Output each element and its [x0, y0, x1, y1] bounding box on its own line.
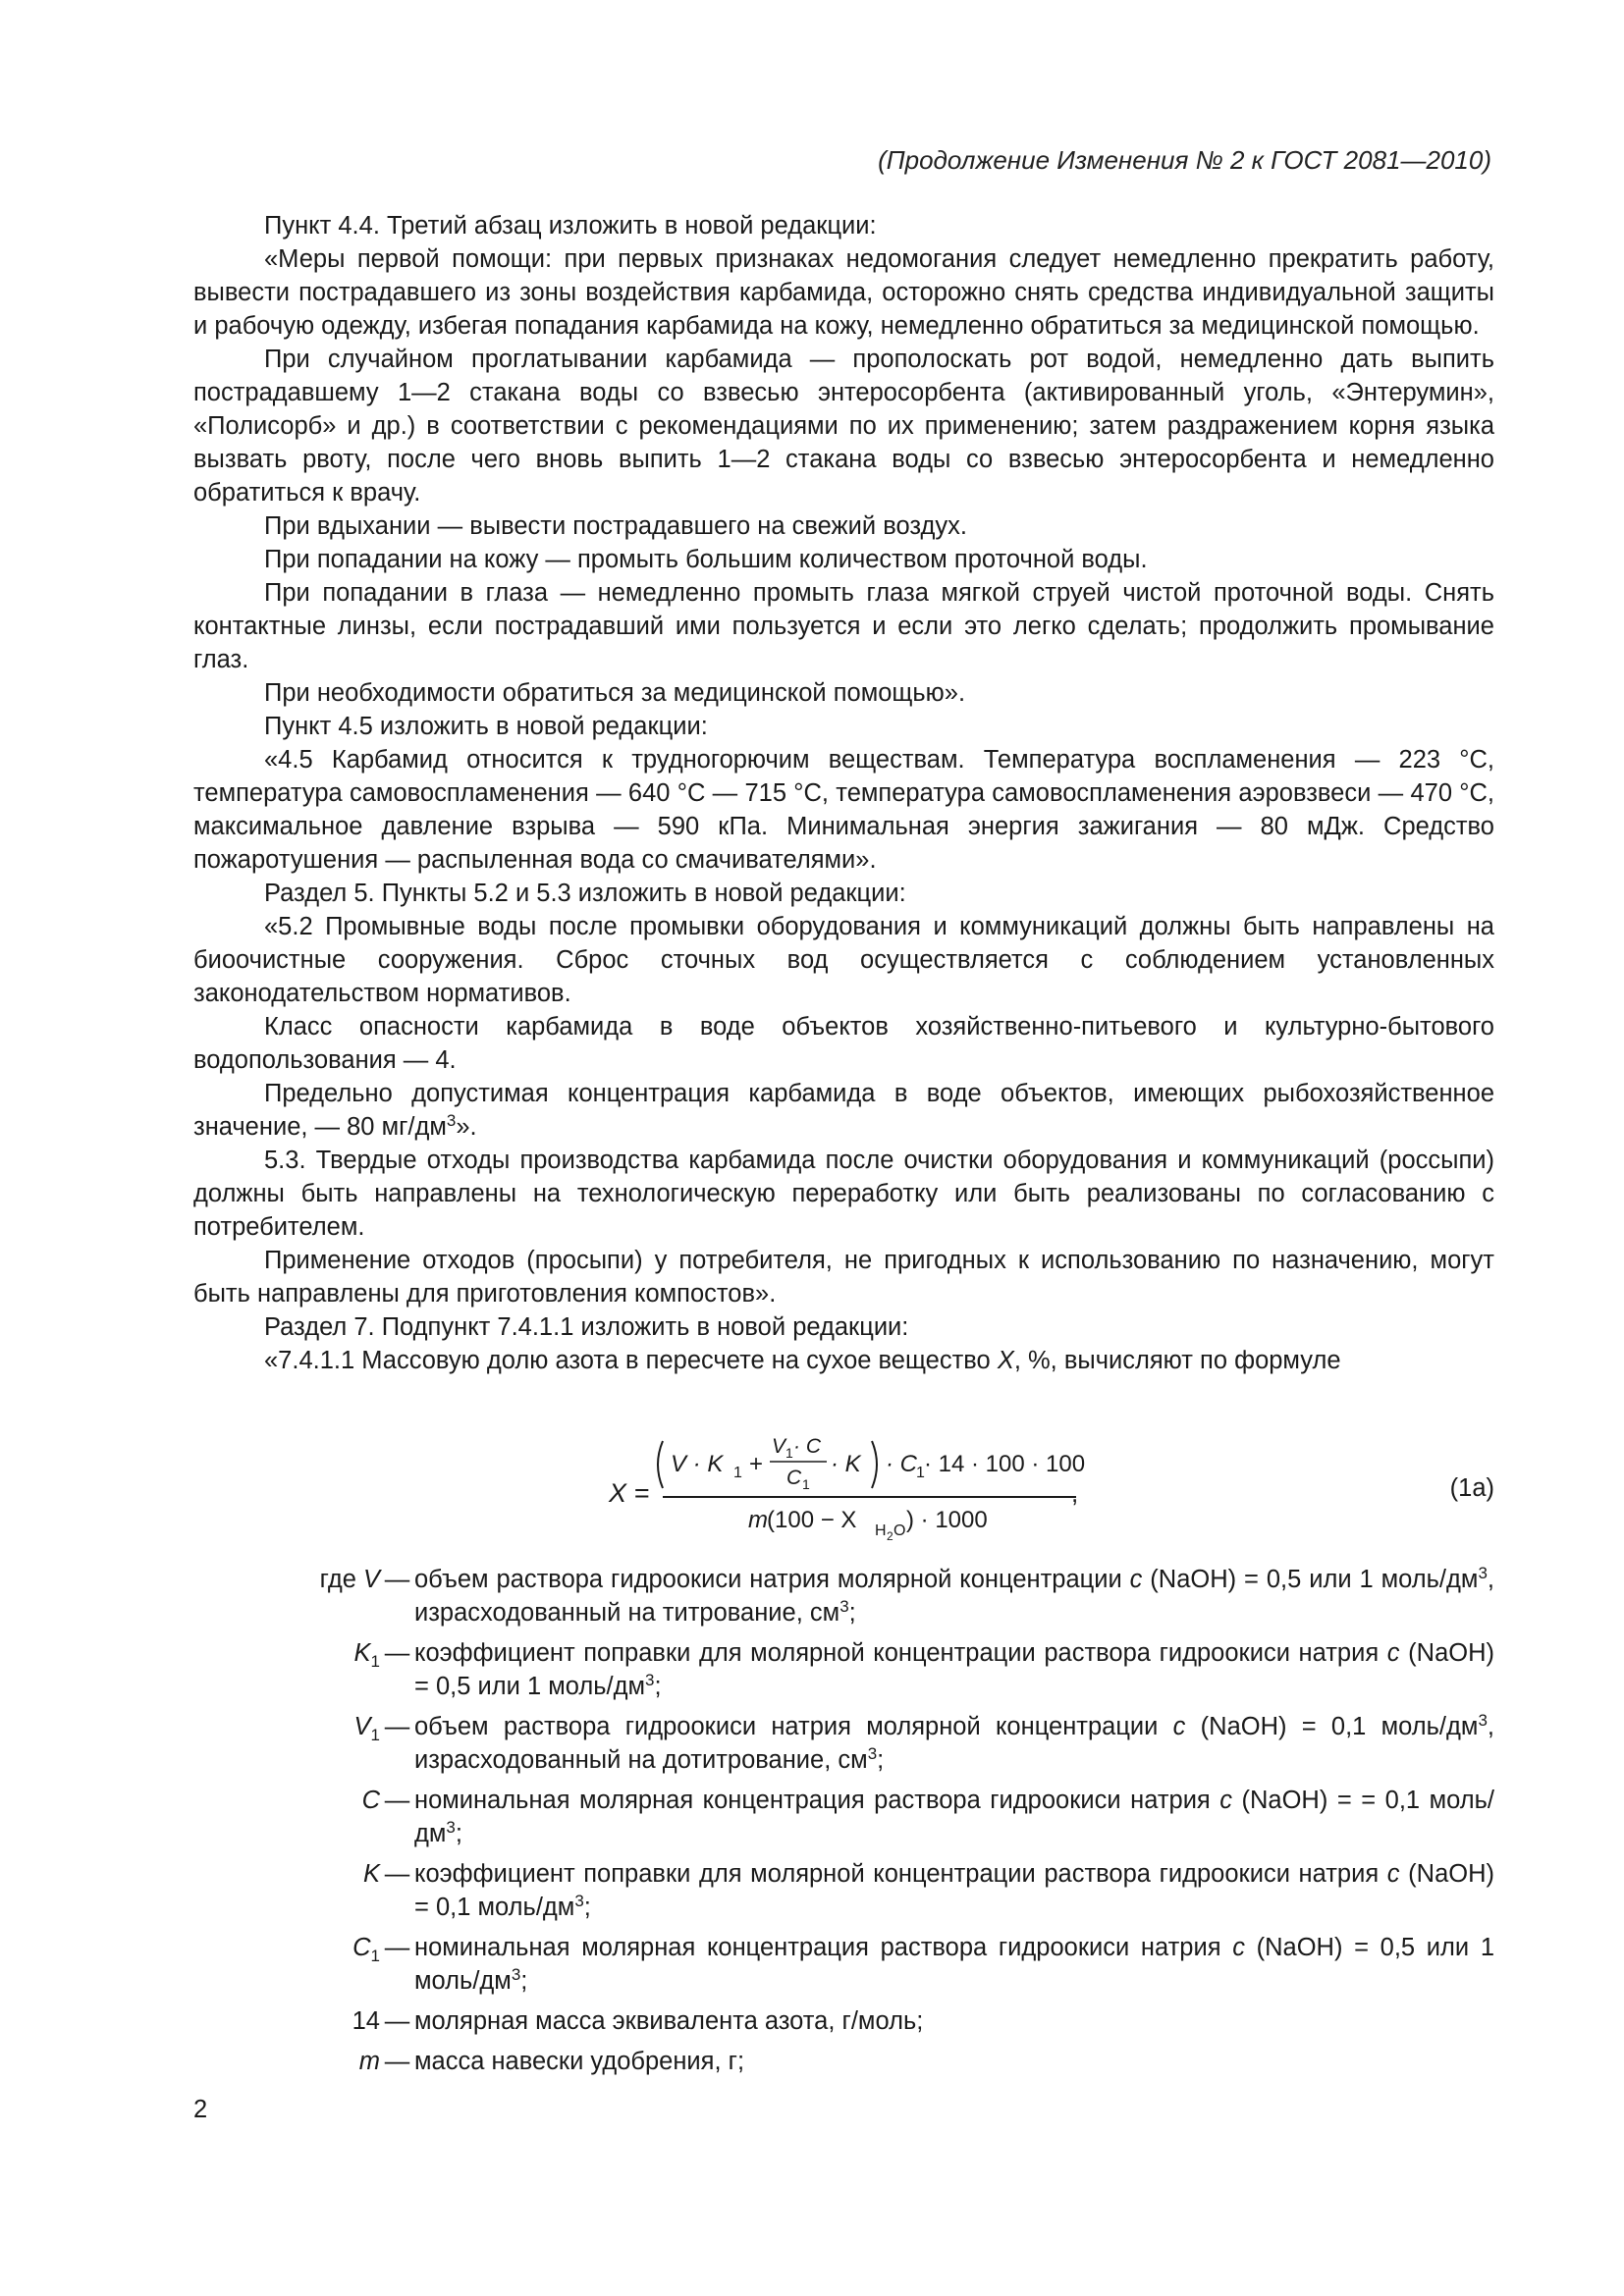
definition-row: [193, 2004, 1494, 2038]
def-symbol: V: [362, 1566, 380, 1593]
def-text: номинальная молярная концентрация раствора гидроокиси натрия c (NaOH) = 0,5 или 1 моль/$дм^3$;: [414, 1934, 1494, 1995]
frac-num: V: [772, 1435, 786, 1458]
den-open: (100 − X: [767, 1507, 857, 1533]
definition-row: [193, 1784, 1494, 1850]
pdk-tail: ».: [456, 1113, 477, 1141]
paragraph: Пункт 4.5 изложить в новой редакции:: [264, 713, 708, 740]
def-dash: —: [384, 1713, 410, 1740]
pdk-sup: 3: [446, 1111, 457, 1130]
paragraph: Класс опасности карбамида в воде объектов хозяйственно-питьевого и культурно-бытового водопользования — 4.: [193, 1013, 1494, 1074]
paragraph: При попадании в глаза — немедленно промыть глаза мягкой струей чистой проточной воды. Снять контактные линзы, если пострадавший ими пользуется и если это легко сделать; продолжить промывание глаз.: [193, 579, 1494, 673]
frac-den: C: [786, 1467, 802, 1489]
def-dash: —: [384, 1860, 410, 1888]
def-text: объем раствора гидроокиси натрия молярной концентрации c (NaOH) = 0,1 моль/$дм^3$, израсходованный на дотитрование, $см^3$;: [414, 1711, 1494, 1774]
paragraph: «4.5 Карбамид относится к трудногорючим веществам. Температура воспламенения — 223 °C, температура самовоспламенения — 640 °C — 715 °C, температура самовоспламенения аэровзвеси — 470 °C, максимальное давление взрыва — 590 кПа. Минимальная энергия зажигания — 80 мДж. Средство пожаротушения — распыленная вода со смачивателями».: [193, 746, 1494, 874]
formula-intro-before: «7.4.1.1 Массовую долю азота в пересчете на сухое вещество: [264, 1347, 998, 1374]
def-dash: —: [384, 1639, 410, 1667]
def-symbol: C: [352, 1934, 371, 1961]
def-symbol: K: [362, 1860, 380, 1888]
den-sub-o: O: [893, 1522, 906, 1539]
formula-intro-var: X: [997, 1347, 1014, 1374]
def-text: коэффициент поправки для молярной концентрации раствора гидроокиси натрия c (NaOH) = 0,5 или 1 моль/$дм^3$;: [414, 1639, 1494, 1700]
paragraph: «Меры первой помощи: при первых признаках недомогания следует немедленно прекратить работу, вывести пострадавшего из зоны воздействия карбамида, осторожно снять средства индивидуальной защиты и рабочую одежду, избегая попадания карбамида на кожу, немедленно обратиться за медицинской помощью.: [193, 245, 1494, 340]
den-close: ) · 1000: [906, 1507, 988, 1533]
def-symbol-sub: 1: [370, 1652, 380, 1671]
paragraph: Раздел 5. Пункты 5.2 и 5.3 изложить в новой редакции:: [264, 880, 906, 907]
def-text: номинальная молярная концентрация раствора гидроокиси натрия c (NaOH) = = 0,1 моль/$дм^3$;: [414, 1787, 1494, 1847]
num-v-k: V · K: [671, 1451, 724, 1477]
def-dash: —: [384, 2007, 410, 2035]
def-symbol-sub: 1: [370, 1947, 380, 1965]
paragraph: Раздел 7. Подпункт 7.4.1.1 изложить в новой редакции:: [264, 1313, 909, 1341]
def-dash: —: [384, 1566, 410, 1593]
def-text: молярная масса эквивалента азота, г/моль;: [414, 2007, 924, 2035]
tail-c: · C: [886, 1451, 917, 1477]
paragraph: Применение отходов (просыпи) у потребителя, не пригодных к использованию по назначению, могут быть направлены для приготовления компостов».: [193, 1247, 1494, 1308]
frac-den-sub: 1: [802, 1476, 810, 1492]
running-header: (Продолжение Изменения № 2 к ГОСТ 2081—2010): [878, 145, 1491, 175]
tail-sub: 1: [916, 1465, 925, 1481]
def-dash: —: [384, 2048, 410, 2075]
definition-row: [193, 1857, 1494, 1924]
def-dash: —: [384, 1934, 410, 1961]
def-symbol: V: [353, 1713, 371, 1740]
paragraph: При попадании на кожу — промыть большим количеством проточной воды.: [264, 546, 1148, 573]
definition-row: [193, 1931, 1494, 1998]
def-symbol: m: [358, 2048, 380, 2075]
formula-svg: [609, 1423, 1198, 1541]
times-k: · K: [831, 1451, 861, 1477]
formula-lhs: X =: [609, 1478, 650, 1508]
paren-close: [872, 1441, 877, 1488]
variable-definitions: [193, 1563, 1494, 2078]
den-sub-h: H: [875, 1522, 887, 1539]
frac-num-sub: 1: [785, 1445, 793, 1461]
page-number: 2: [193, 2096, 208, 2123]
body-text: [193, 209, 1494, 1377]
definition-row: [193, 1710, 1494, 1777]
num-k1-sub: 1: [733, 1465, 742, 1481]
definition-row: [193, 2045, 1494, 2078]
def-symbol-sub: 1: [370, 1726, 380, 1744]
frac-num-rest: · C: [793, 1435, 821, 1458]
def-symbol: K: [353, 1639, 371, 1667]
def-dash: —: [384, 1787, 410, 1814]
paragraph: При необходимости обратиться за медицинской помощью».: [264, 679, 966, 707]
paragraph: 5.3. Твердые отходы производства карбамида после очистки оборудования и коммуникаций (россыпи) должны быть направлены на технологическую переработку или быть реализованы по согласованию с потребителем.: [193, 1147, 1494, 1241]
def-symbol: C: [361, 1787, 380, 1814]
formula-intro: [193, 1344, 1494, 1377]
paren-open: [658, 1441, 663, 1488]
paragraph: При вдыхании — вывести пострадавшего на свежий воздух.: [264, 512, 967, 540]
where-label: где: [319, 1566, 356, 1593]
den-sub-2: 2: [887, 1529, 893, 1543]
def-symbol: 14: [352, 2007, 380, 2035]
definition-row: [193, 1563, 1494, 1629]
paragraph: «5.2 Промывные воды после промывки оборудования и коммуникаций должны быть направлены на биоочистные сооружения. Сброс сточных вод осуществляется с соблюдением установленных законодательством нормативов.: [193, 913, 1494, 1007]
paragraph: При случайном проглатывании карбамида — прополоскать рот водой, немедленно дать выпить пострадавшему 1—2 стакана воды со взвесью энтеросорбента (активированный уголь, «Энтерумин», «Полисорб» и др.) в соответствии с рекомендациями по их применению; затем раздражением корня языка вызвать рвоту, после чего вновь выпить 1—2 стакана воды со взвесью энтеросорбента и немедленно обратиться к врачу.: [193, 346, 1494, 507]
paragraph: Пункт 4.4. Третий абзац изложить в новой редакции:: [264, 212, 877, 240]
pdk-text: Предельно допустимая концентрация карбамида в воде объектов, имеющих рыбохозяйственное значение, — 80 мг/дм: [193, 1080, 1494, 1141]
def-text: объем раствора гидроокиси натрия молярной концентрации c (NaOH) = 0,5 или 1 моль/$дм^3$, израсходованный на титрование, $см^3$;: [414, 1564, 1494, 1627]
equation-number: (1a): [1449, 1474, 1494, 1502]
tail-rest: · 14 · 100 · 100: [924, 1451, 1086, 1477]
num-plus: +: [749, 1451, 764, 1477]
formula-comma: ,: [1071, 1478, 1079, 1508]
paragraph-pdk: [193, 1077, 1494, 1144]
def-text: коэффициент поправки для молярной концентрации раствора гидроокиси натрия c (NaOH) = 0,1 моль/$дм^3$;: [414, 1860, 1494, 1921]
formula-1a: [609, 1423, 1494, 1541]
definition-row: [193, 1636, 1494, 1703]
formula-intro-after: , %, вычисляют по формуле: [1013, 1347, 1341, 1374]
def-text: масса навески удобрения, г;: [414, 2048, 745, 2075]
den-m: m: [748, 1507, 768, 1533]
